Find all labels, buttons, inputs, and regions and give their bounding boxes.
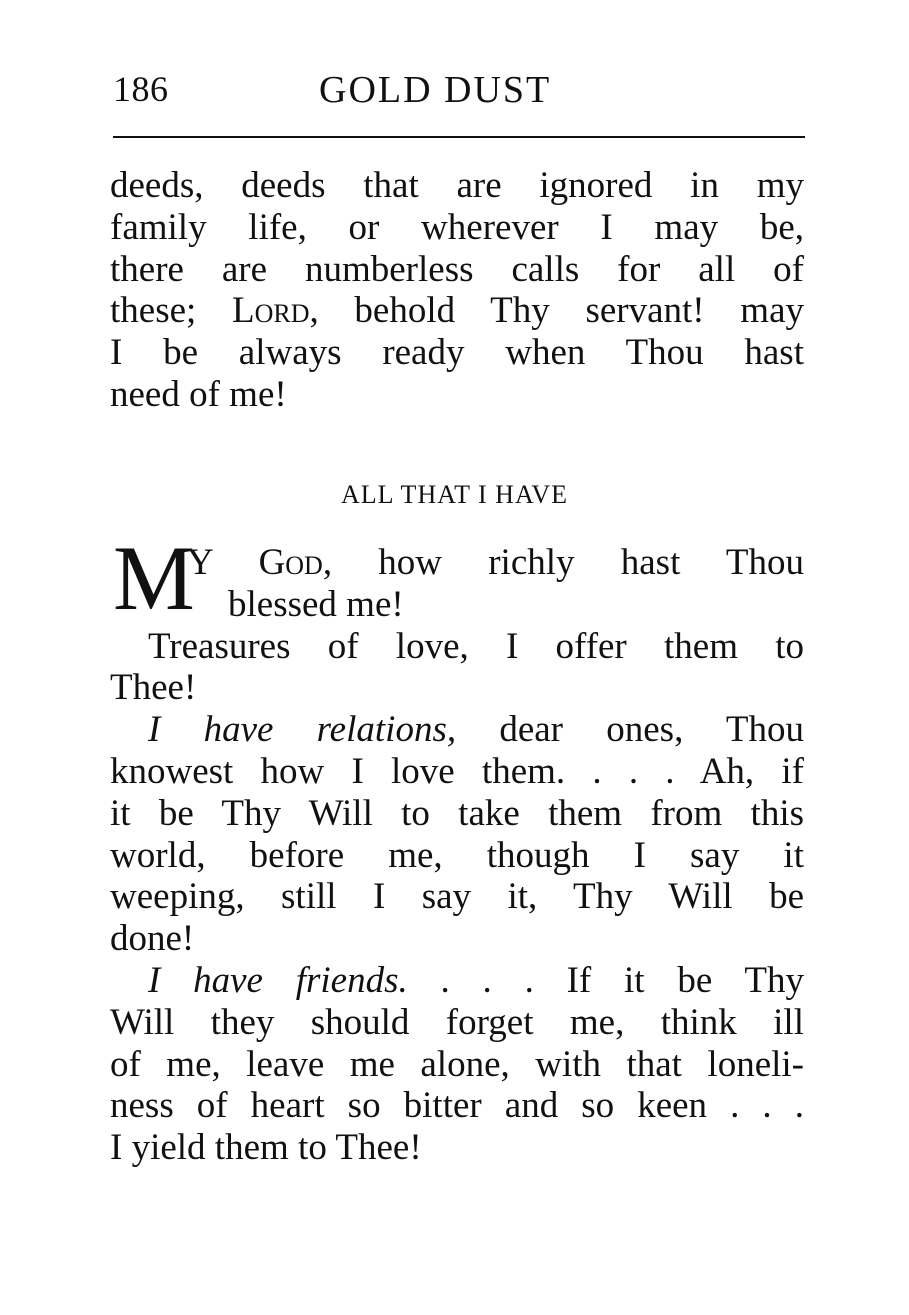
text-line: Thee! [110, 667, 197, 709]
text-line: need of me! [110, 373, 287, 415]
text-line [110, 709, 804, 751]
drop-cap: M [113, 527, 195, 629]
italic-phrase: I have relations, [148, 709, 457, 751]
text-line [110, 960, 804, 1002]
text-fragment: . . . If it be Thy [407, 959, 804, 1001]
text-fragment: , behold Thy servant! may [309, 290, 804, 332]
section-title: ALL THAT I HAVE [340, 480, 569, 509]
text-line: knowest how I love them. . . . Ah, if [110, 750, 804, 792]
text-line: weeping, still I say it, Thy Will be [110, 876, 804, 918]
small-caps-god: God [258, 542, 323, 583]
header-rule [113, 136, 805, 138]
text-line: blessed me! [228, 583, 404, 625]
text-line: family life, or wherever I may be, [110, 206, 804, 248]
running-title: GOLD DUST [319, 69, 552, 111]
text-line: done! [110, 918, 195, 960]
text-line: Treasures of love, I offer them to [148, 625, 804, 667]
text-fragment: , how richly hast Thou [322, 542, 804, 583]
text-line: Will they should forget me, think ill [110, 1001, 804, 1043]
small-caps-lord: Lord [232, 290, 310, 332]
text-line: of me, leave me alone, with that loneli- [110, 1043, 804, 1085]
text-line: I be always ready when Thou hast [110, 332, 804, 374]
continuation-paragraph [110, 165, 804, 416]
page-header [113, 68, 805, 118]
text-line: it be Thy Will to take them from this [110, 792, 804, 834]
text-fragment: dear ones, Thou [456, 709, 804, 751]
italic-phrase: I have friends. [148, 959, 408, 1001]
section-body [110, 542, 804, 1169]
text-line: there are numberless calls for all of [110, 248, 804, 290]
text-line: world, before me, though I say it [110, 834, 804, 876]
text-line: deeds, deeds that are ignored in my [110, 165, 804, 206]
page-number: 186 [113, 69, 169, 109]
text-line [110, 542, 804, 584]
text-line [110, 290, 804, 332]
text-line: I yield them to Thee! [110, 1127, 422, 1169]
text-fragment: these; [110, 290, 232, 332]
text-line: ness of heart so bitter and so keen . . . [110, 1085, 804, 1127]
text-fragment: Y [187, 542, 259, 583]
